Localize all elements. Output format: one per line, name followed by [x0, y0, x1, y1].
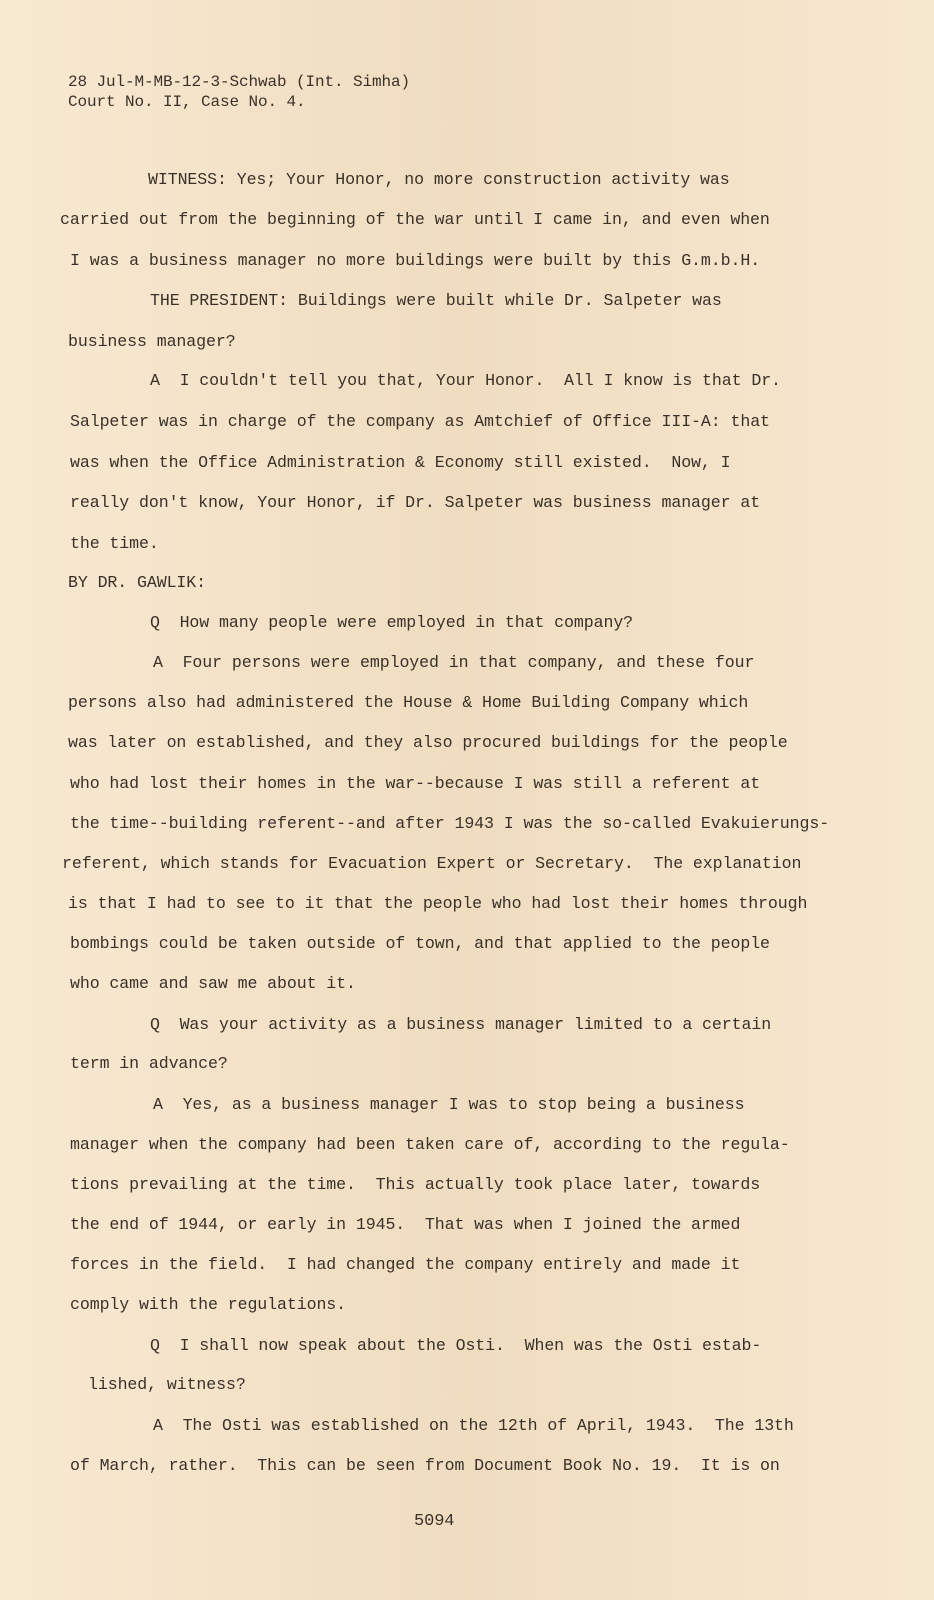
transcript-line: A Yes, as a business manager I was to stop being a business [153, 1095, 745, 1114]
transcript-line: of March, rather. This can be seen from Document Book No. 19. It is on [70, 1456, 780, 1475]
transcript-line: Salpeter was in charge of the company as Amtchief of Office III-A: that [70, 412, 770, 431]
transcript-line: Q Was your activity as a business manager limited to a certain [150, 1015, 772, 1034]
transcript-line: the end of 1944, or early in 1945. That was when I joined the armed [70, 1215, 741, 1234]
transcript-line: Q I shall now speak about the Osti. When was the Osti estab- [150, 1336, 762, 1355]
examiner-heading: BY DR. GAWLIK: [68, 573, 207, 592]
transcript-line: lished, witness? [88, 1375, 246, 1394]
transcript-line: bombings could be taken outside of town, and that applied to the people [70, 934, 770, 953]
transcript-line: term in advance? [70, 1054, 228, 1073]
transcript-line: THE PRESIDENT: Buildings were built while Dr. Salpeter was [150, 291, 722, 310]
transcript-line: the time--building referent--and after 1943 I was the so-called Evakuierungs- [70, 814, 830, 833]
header-case-reference: 28 Jul-M-MB-12-3-Schwab (Int. Simha) [68, 73, 411, 91]
transcript-line: WITNESS: Yes; Your Honor, no more construction activity was [148, 170, 730, 189]
transcript-line: who came and saw me about it. [70, 974, 356, 993]
transcript-line: Q How many people were employed in that company? [150, 613, 634, 632]
transcript-line: comply with the regulations. [70, 1295, 347, 1314]
transcript-line: A The Osti was established on the 12th of April, 1943. The 13th [153, 1416, 794, 1435]
page-number: 5094 [414, 1512, 455, 1531]
transcript-line: carried out from the beginning of the war until I came in, and even when [60, 210, 770, 229]
transcript-line: manager when the company had been taken care of, according to the regula- [70, 1135, 790, 1154]
transcript-line: the time. [70, 534, 159, 553]
transcript-line: A Four persons were employed in that company, and these four [153, 653, 755, 672]
transcript-line: forces in the field. I had changed the company entirely and made it [70, 1255, 741, 1274]
header-court-case: Court No. II, Case No. 4. [68, 93, 306, 111]
transcript-line: A I couldn't tell you that, Your Honor. All I know is that Dr. [150, 371, 781, 390]
transcript-line: was when the Office Administration & Economy still existed. Now, I [70, 453, 731, 472]
transcript-line: referent, which stands for Evacuation Expert or Secretary. The explanation [62, 854, 802, 873]
transcript-line: who had lost their homes in the war--because I was still a referent at [70, 774, 761, 793]
transcript-line: really don't know, Your Honor, if Dr. Salpeter was business manager at [70, 493, 761, 512]
transcript-line: was later on established, and they also procured buildings for the people [68, 733, 788, 752]
transcript-line: tions prevailing at the time. This actually took place later, towards [70, 1175, 761, 1194]
transcript-line: is that I had to see to it that the people who had lost their homes through [68, 894, 808, 913]
transcript-line: persons also had administered the House & Home Building Company which [68, 693, 749, 712]
transcript-line: business manager? [68, 332, 236, 351]
transcript-line: I was a business manager no more buildings were built by this G.m.b.H. [70, 251, 761, 270]
